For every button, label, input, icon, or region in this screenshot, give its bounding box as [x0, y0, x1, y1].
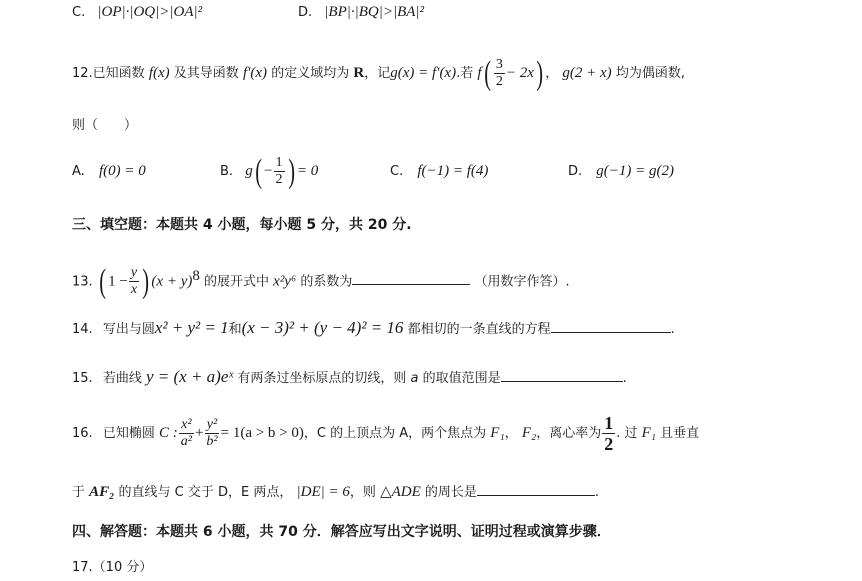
- q16-ecc: [602, 414, 615, 453]
- q12-minus-2x: − 2x: [505, 65, 534, 81]
- q13-text: 的系数为: [300, 274, 353, 290]
- question-14: [72, 318, 675, 338]
- q16-DE: |DE| = 6: [296, 484, 350, 500]
- q16-plus: +: [194, 425, 204, 441]
- q14-num: 14.: [72, 322, 93, 337]
- q16-AF2: AF₂: [89, 484, 115, 500]
- q13-answer-blank[interactable]: [352, 272, 470, 285]
- q16-text: ，则: [349, 485, 376, 500]
- q16-y2: y²: [206, 417, 218, 432]
- q12-option-d: [568, 163, 674, 180]
- q16-eq: = 1(a > b > 0): [220, 425, 304, 441]
- q16-F1b: F₁: [641, 425, 657, 441]
- q13-text: （用数字作答）.: [474, 274, 570, 290]
- q16-F1: F₁: [490, 425, 505, 441]
- q15-a: a: [410, 371, 419, 386]
- q15-answer-blank[interactable]: [501, 369, 623, 382]
- q12-option-b-label: B.: [220, 164, 234, 179]
- q12-g2x: g(2 + x): [562, 65, 612, 81]
- q13-num: 13.: [72, 274, 93, 290]
- q12-text: 的定义域均为: [271, 66, 350, 81]
- q12-then: 则（ ）: [72, 118, 138, 133]
- q16-num: 16.: [72, 426, 93, 441]
- q13-y: y: [130, 265, 138, 281]
- q14-text: 和: [228, 322, 242, 337]
- q16-sep: ，: [504, 426, 518, 441]
- q12-fx: f(x): [148, 65, 170, 81]
- q15-text: 若曲线: [102, 371, 142, 386]
- q12-option-c: [390, 163, 488, 180]
- option-c-label: C.: [72, 5, 86, 20]
- q12-paren-close: ): [536, 54, 543, 92]
- q12-b-minus: −: [264, 163, 273, 179]
- question-15: [72, 367, 627, 387]
- q12-option-a-expr: f(0) = 0: [98, 163, 146, 179]
- q15-text: 有两条过坐标原点的切线，则: [237, 371, 407, 386]
- q16-end: .: [594, 485, 600, 500]
- q12-option-b-eq: = 0: [296, 163, 319, 179]
- option-d: [298, 4, 424, 21]
- q12-b-paren-open: (: [254, 152, 262, 190]
- q15-num: 15.: [72, 371, 93, 386]
- section-3-heading: 三、填空题：本题共 4 小题，每小题 5 分，共 20 分.: [72, 217, 412, 233]
- q16-x2: x²: [181, 417, 192, 432]
- q12-option-d-label: D.: [568, 164, 583, 179]
- q13-x: x: [130, 282, 138, 298]
- q12-option-b-g: g: [245, 163, 253, 179]
- q16-C: C :: [158, 425, 178, 441]
- q13-exp: 8: [192, 268, 200, 284]
- q12-text: 12.已知函数: [72, 66, 145, 81]
- q12-frac-num: 3: [495, 57, 503, 72]
- q16-text: 的直线与 C 交于 D，E 两点，: [118, 485, 293, 500]
- q12-paren-open: (: [483, 54, 491, 92]
- q12-gx: g(x) = f′(x): [390, 65, 457, 81]
- q15-text: 的取值范围是: [422, 371, 501, 386]
- q14-answer-blank[interactable]: [551, 320, 671, 333]
- q16-b2: b²: [206, 434, 218, 449]
- q13-rest: (x + y): [151, 273, 193, 290]
- q15-end: .: [622, 371, 627, 386]
- q15-curve: y = (x + a)eˣ: [145, 367, 234, 386]
- q13-fraction: [129, 266, 139, 297]
- q12-R: R: [353, 65, 365, 81]
- q13-one-minus: 1 −: [108, 273, 128, 290]
- q12-option-c-expr: f(−1) = f(4): [417, 163, 489, 179]
- q13-paren-close: ): [142, 262, 150, 300]
- q12-b-fraction: [274, 156, 285, 187]
- q12-text: .若: [456, 66, 474, 81]
- q12-b-num: 1: [275, 155, 283, 170]
- question-13: [72, 254, 570, 304]
- q12-f: f: [477, 65, 482, 81]
- q12-b-paren-close: ): [287, 152, 295, 190]
- q16-e-den: 2: [604, 434, 614, 454]
- q12-b-den: 2: [275, 172, 283, 187]
- q12-option-a-label: A.: [72, 164, 85, 179]
- q12-text: 均为偶函数,: [615, 66, 685, 81]
- option-d-label: D.: [298, 5, 313, 20]
- q16-text: 已知椭圆: [102, 426, 155, 441]
- q16-frac-y: [204, 418, 219, 449]
- question-17: 17.（10 分）: [72, 560, 153, 575]
- q14-text: 写出与圆: [102, 322, 155, 337]
- option-c-expr: |OP|·|OQ|>|OA|²: [97, 4, 203, 20]
- q16-text: . 过: [616, 426, 638, 441]
- q16-text: 于: [72, 485, 86, 500]
- q12-text: ，: [545, 66, 559, 81]
- q16-text: ，C 的上顶点为 A，两个焦点为: [303, 426, 487, 441]
- q12-option-a: [72, 163, 146, 180]
- q13-x2y6: x²y⁶: [273, 273, 297, 290]
- q14-text: 都相切的一条直线的方程: [407, 322, 551, 337]
- q16-e-num: 1: [604, 413, 614, 433]
- q16-frac-x: [179, 418, 194, 449]
- q16-text: 的周长是: [424, 485, 477, 500]
- q13-paren-open: (: [99, 262, 106, 300]
- q16-text: ，离心率为: [536, 426, 602, 441]
- q16-F2: F₂: [521, 425, 537, 441]
- option-row-c-d: [72, 4, 202, 21]
- q12-option-d-expr: g(−1) = g(2): [596, 163, 675, 179]
- section-4-heading: 四、解答题：本题共 6 小题，共 70 分．解答应写出文字说明、证明过程或演算步骤．: [72, 524, 611, 540]
- q14-circle-1: x² + y² = 1: [154, 318, 229, 337]
- q12-fpx: f′(x): [242, 65, 268, 81]
- q16-answer-blank[interactable]: [477, 483, 595, 496]
- question-16: [72, 410, 699, 457]
- q12-fraction: [494, 58, 505, 89]
- question-16-line-2: [72, 481, 599, 501]
- option-d-expr: |BP|·|BQ|>|BA|²: [324, 4, 425, 20]
- question-12: [72, 55, 685, 92]
- q16-triangle: △ADE: [380, 484, 421, 500]
- q16-text: 且垂直: [660, 426, 700, 441]
- q12-text: 及其导函数: [173, 66, 239, 81]
- q13-text: 的展开式中: [204, 274, 270, 290]
- q16-a2: a²: [180, 434, 192, 449]
- q12-text: ，记: [364, 66, 391, 81]
- q14-circle-2: (x − 3)² + (y − 4)² = 16: [241, 318, 404, 337]
- q12-option-c-label: C.: [390, 164, 404, 179]
- q12-frac-den: 2: [495, 74, 503, 89]
- q14-end: .: [670, 322, 675, 337]
- q12-option-b: [220, 148, 318, 195]
